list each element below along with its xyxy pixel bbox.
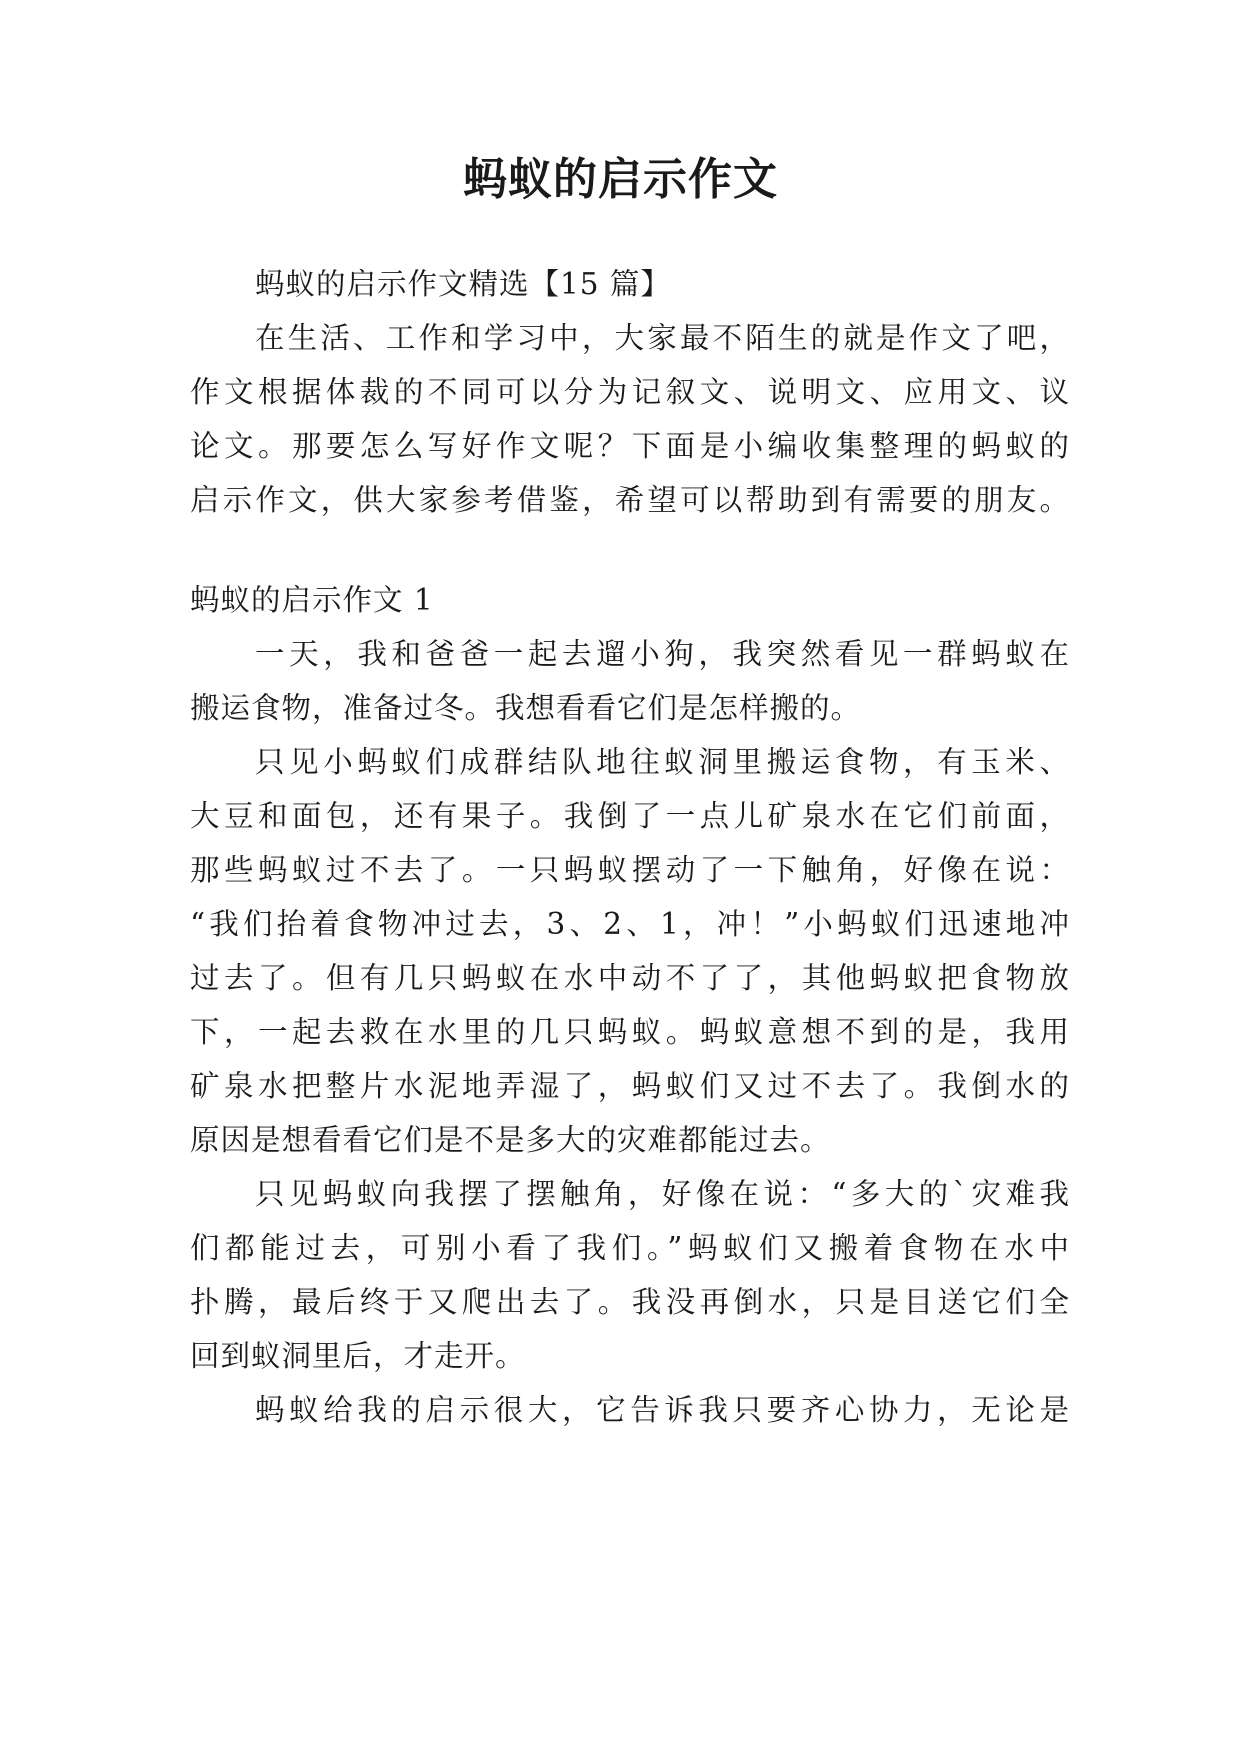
body-line: 扑腾，最后终于又爬出去了。我没再倒水，只是目送它们全 — [190, 1285, 1070, 1319]
intro-line: 作文根据体裁的不同可以分为记叙文、说明文、应用文、议 — [190, 375, 1070, 409]
body-line: 蚂蚁给我的启示很大，它告诉我只要齐心协力，无论是 — [255, 1393, 1070, 1427]
body-line: 原因是想看看它们是不是多大的灾难都能过去。 — [190, 1123, 831, 1157]
body-line: 下，一起去救在水里的几只蚂蚁。蚂蚁意想不到的是，我用 — [190, 1015, 1070, 1049]
body-line: 只见小蚂蚁们成群结队地往蚁洞里搬运食物，有玉米、 — [255, 745, 1070, 779]
body-line: 回到蚁洞里后，才走开。 — [190, 1339, 526, 1373]
section-heading: 蚂蚁的启示作文 1 — [190, 583, 434, 617]
body-line: 那些蚂蚁过不去了。一只蚂蚁摆动了一下触角，好像在说： — [190, 853, 1070, 887]
body-line: 搬运食物，准备过冬。我想看看它们是怎样搬的。 — [190, 691, 862, 725]
intro-line: 启示作文，供大家参考借鉴，希望可以帮助到有需要的朋友。 — [190, 483, 1070, 517]
body-line: 矿泉水把整片水泥地弄湿了，蚂蚁们又过不去了。我倒水的 — [190, 1069, 1070, 1103]
body-line: 一天，我和爸爸一起去遛小狗，我突然看见一群蚂蚁在 — [255, 637, 1070, 671]
body-line: “我们抬着食物冲过去，3、2、1，冲！”小蚂蚁们迅速地冲 — [190, 907, 1070, 941]
body-line: 们都能过去，可别小看了我们。”蚂蚁们又搬着食物在水中 — [190, 1231, 1070, 1265]
body-line: 大豆和面包，还有果子。我倒了一点儿矿泉水在它们前面， — [190, 799, 1070, 833]
document-title: 蚂蚁的启示作文 — [463, 154, 778, 205]
document-subtitle: 蚂蚁的启示作文精选【15 篇】 — [255, 267, 671, 301]
intro-line: 在生活、工作和学习中，大家最不陌生的就是作文了吧， — [255, 321, 1070, 355]
intro-line: 论文。那要怎么写好作文呢？下面是小编收集整理的蚂蚁的 — [190, 429, 1070, 463]
body-line: 只见蚂蚁向我摆了摆触角，好像在说：“多大的`灾难我 — [255, 1177, 1070, 1211]
body-line: 过去了。但有几只蚂蚁在水中动不了了，其他蚂蚁把食物放 — [190, 961, 1070, 995]
